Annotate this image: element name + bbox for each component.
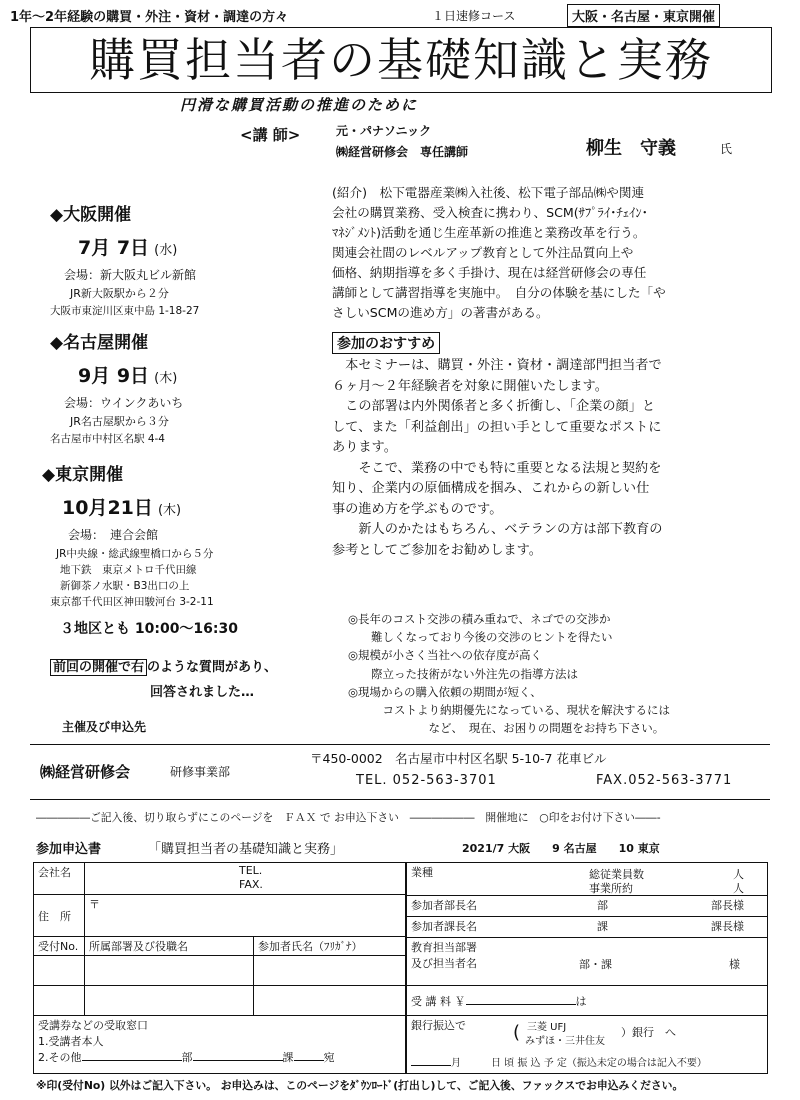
form-code: 2021/7 大阪 9 名古屋 10 東京 <box>462 842 660 855</box>
osaka-venue: 会場：新大阪丸ビル新館 <box>64 268 197 282</box>
section-head-honorific: 課長様 <box>711 920 744 933</box>
tel-label: TEL. <box>239 864 263 877</box>
application-form-left <box>33 862 406 1074</box>
previous-boxed: 前回の開催で右 <box>50 659 147 676</box>
edu-dept-section: 部・課 <box>579 958 612 971</box>
tokyo-heading: ◆東京開催 <box>42 465 124 485</box>
fee-field[interactable] <box>407 986 768 1016</box>
organizer-box <box>30 744 770 800</box>
department-role-field[interactable] <box>85 956 254 986</box>
course-type: １日速修コース <box>432 9 516 23</box>
lecturer-affiliation2: ㈱経営研修会 専任講師 <box>336 145 469 159</box>
tokyo-venue: 会場： 連合会館 <box>68 528 159 542</box>
intro-line: 会社の購買業務、受入検査に携わり、SCM(ｻﾌﾟﾗｲ･ﾁｪｲﾝ･ <box>332 205 648 220</box>
address-label: 住 所 <box>38 909 71 923</box>
employees-unit: 人 <box>733 868 744 881</box>
previous-note <box>50 656 277 700</box>
edu-honorific: 様 <box>729 958 740 971</box>
ticket-option2-bu: 部 <box>181 1051 193 1064</box>
department-role-label: 所属部署及び役職名 <box>89 940 188 953</box>
title-box <box>30 27 772 93</box>
tokyo-access2: 地下鉄 東京メトロ千代田線 <box>60 564 197 576</box>
nagoya-weekday: (木) <box>154 371 178 386</box>
question-line: コストより納期優先になっている、現状を解決するには <box>348 703 670 718</box>
venues-badge: 大阪・名古屋・東京開催 <box>567 4 720 27</box>
subtitle: 円滑な購買活動の推進のために <box>180 96 419 114</box>
dept-head-field[interactable] <box>407 896 768 917</box>
osaka-date: 7月 7日 <box>78 237 150 259</box>
employees-label: 総従業員数 <box>589 868 644 881</box>
reception-field[interactable] <box>34 986 85 1016</box>
lecturer-name: 柳生 守義 <box>586 138 676 159</box>
ticket-option2-ate: 宛 <box>323 1051 335 1064</box>
organizer-label: 主催及び申込先 <box>62 720 147 734</box>
bank-suffix: ）銀行 へ <box>621 1026 676 1039</box>
question-line: ◎長年のコスト交渉の積み重ねで、ネゴでの交渉か <box>348 612 611 626</box>
company-label: 会社名 <box>38 866 71 879</box>
tokyo-weekday: (木) <box>157 503 182 518</box>
department-role-field[interactable] <box>85 986 254 1016</box>
participant-field[interactable] <box>254 986 406 1016</box>
previous-rest: のような質問があり、 <box>147 660 278 675</box>
ticket-option1[interactable]: 1.受講者本人 <box>38 1035 104 1048</box>
form-title: 参加申込書 <box>36 842 102 857</box>
ticket-option2-label: 2.その他 <box>38 1051 82 1064</box>
intro-line: さしいSCMの進め方」の著書がある。 <box>332 305 549 320</box>
recommend-line: して、また「利益創出」の担い手として重要なポストに <box>332 419 662 435</box>
section-head-field[interactable] <box>407 917 768 938</box>
cut-line: ―――――ご記入後、切り取らずにこのページを ＦＡＸ で お申込下さい ―――――― 開催地に ○印をお付け下さい――- <box>36 811 661 824</box>
page-title: 購買担当者の基礎知識と実務 <box>89 33 713 87</box>
ticket-label: 受講券などの受取窓口 <box>38 1019 148 1032</box>
participant-label: 参加者氏名（ﾌﾘｶﾞﾅ） <box>258 940 363 953</box>
nagoya-access: JR名古屋駅から３分 <box>70 415 169 428</box>
form-note: ※印(受付No) 以外はご記入下さい。 お申込みは、このページをﾀﾞｳﾝﾛｰﾄﾞ(打出し)して、ご記入後、ファックスでお申込みください。 <box>36 1079 684 1092</box>
dept-head-label: 参加者部長名 <box>411 899 477 912</box>
intro-block <box>332 183 792 323</box>
dept-unit: 部 <box>597 899 608 912</box>
nagoya-address: 名古屋市中村区名駅 4-4 <box>50 433 165 445</box>
organizer-name: ㈱経営研修会 <box>40 763 131 781</box>
section-unit: 課 <box>597 920 608 933</box>
osaka-section <box>50 200 320 318</box>
recommend-line: 参考としてご参加をお勧めします。 <box>332 542 542 558</box>
participant-field[interactable] <box>254 956 406 986</box>
nagoya-venue: 会場：ウインクあいち <box>64 396 184 410</box>
organizer-dept: 研修事業部 <box>170 765 231 779</box>
nagoya-heading: ◆名古屋開催 <box>50 333 149 353</box>
lecturer-affiliation1: 元・パナソニック <box>336 124 432 138</box>
edu-dept-label: 教育担当部署 <box>411 941 477 954</box>
recommend-block <box>332 356 792 561</box>
reception-label-cell <box>34 937 85 956</box>
bank-label: 銀行振込で <box>411 1019 466 1032</box>
intro-line: (紹介) 松下電器産業㈱入社後、松下電子部品㈱や関連 <box>332 185 645 200</box>
recommend-line: 新人のかたはもちろん、ベテランの方は部下教育の <box>332 522 663 537</box>
lecturer-honorific: 氏 <box>720 142 733 156</box>
recommend-line: 本セミナーは、購買・外注・資材・調達部門担当者で <box>332 358 662 373</box>
recommend-line: そこで、業務の中でも特に重要となる法規と契約を <box>332 460 662 476</box>
section-head-label: 参加者課長名 <box>411 920 477 933</box>
question-line: 際立った技術がない外注先の指導方法は <box>348 666 578 681</box>
postal-mark: 〒 <box>89 898 100 911</box>
tokyo-section <box>42 460 322 609</box>
company-label-cell <box>34 863 85 895</box>
company-field[interactable] <box>85 863 406 895</box>
form-course: 「購買担当者の基礎知識と実務」 <box>148 842 344 857</box>
session-time: ３地区とも 10:00～16:30 <box>60 621 239 637</box>
organizer-tel: TEL. 052-563-3701 <box>356 773 497 788</box>
recommend-line: ６ヶ月～２年経験者を対象に開催いたします。 <box>332 378 608 394</box>
recommend-line: あります。 <box>332 440 397 455</box>
reception-field[interactable] <box>34 956 85 986</box>
osaka-heading: ◆大阪開催 <box>50 205 132 225</box>
address-label-cell <box>34 895 85 937</box>
organizer-address: 〒450-0002 名古屋市中村区名駅 5-10-7 花車ビル <box>310 751 607 766</box>
osaka-weekday: (水) <box>154 243 178 258</box>
offices-unit: 人 <box>733 882 744 895</box>
nagoya-date: 9月 9日 <box>78 365 150 387</box>
industry-cell[interactable] <box>407 863 768 896</box>
bank-option2[interactable]: みずほ・三井住友 <box>525 1036 605 1047</box>
edu-contact-field[interactable] <box>407 938 768 986</box>
fax-label: FAX. <box>239 878 263 891</box>
recommend-heading: 参加のおすすめ <box>332 332 440 354</box>
edu-person-label: 及び担当者名 <box>411 957 477 970</box>
bank-option1[interactable]: 三菱 UFJ <box>527 1022 567 1033</box>
question-line: ◎規模が小さく当社への依存度が高く <box>348 648 543 663</box>
ticket-cell <box>34 1016 406 1074</box>
participant-header <box>254 937 406 956</box>
questions-block <box>348 610 788 737</box>
transfer-date[interactable] <box>411 1054 707 1069</box>
bank-field[interactable]: 銀行振込で ( 三菱 UFJ みずほ・三井住友 ）銀行 へ 月 日 頃 振 込 予 定（振込未定の場合は記入不要） <box>407 1016 768 1074</box>
ticket-option2-ka: 課 <box>282 1051 294 1064</box>
question-line: など、 現在、お困りの問題をお持ち下さい。 <box>348 721 665 736</box>
previous-line2: 回答されました… <box>150 685 255 700</box>
question-line: 難しくなっており今後の交渉のヒントを得たい <box>348 630 613 645</box>
osaka-access: JR新大阪駅から２分 <box>70 287 169 300</box>
tokyo-access1: JR中央線・総武線聖橋口から５分 <box>56 548 214 560</box>
recommend-line: この部署は内外関係者と多く折衝し、「企業の顔」と <box>332 399 656 414</box>
audience-text: 1年～2年経験の購買・外注・資材・調達の方々 <box>10 10 289 25</box>
reception-label: 受付No. <box>38 940 79 953</box>
osaka-address: 大阪市東淀川区東中島 1-18-27 <box>50 305 200 317</box>
tokyo-address: 東京都千代田区神田駿河台 3-2-11 <box>50 596 214 608</box>
recommend-line: 知り、企業内の原価構成を掴み、これからの新しい仕 <box>332 481 650 496</box>
intro-line: 関連会社間のレベルアップ教育として外注品質向上や <box>332 245 634 260</box>
intro-line: 講師として講習指導を実施中。 自分の体験を基にした「や <box>332 285 666 300</box>
nagoya-section <box>50 328 320 446</box>
application-form-right <box>406 862 768 1074</box>
fee-label: 受 講 料 ￥ <box>411 994 466 1008</box>
lecturer-label: <講 師> <box>240 126 301 144</box>
organizer-fax: FAX.052-563-3771 <box>596 773 733 788</box>
dept-head-honorific: 部長様 <box>711 899 744 912</box>
department-role-header <box>85 937 254 956</box>
address-field[interactable] <box>85 895 406 937</box>
industry-label: 業種 <box>411 866 433 879</box>
tokyo-date: 10月21日 <box>62 497 153 519</box>
transfer-date-label: 月 日 頃 振 込 予 定（振込未定の場合は記入不要） <box>451 1058 707 1069</box>
recommend-line: 事の進め方を学ぶものです。 <box>332 501 503 517</box>
offices-label: 事業所約 <box>589 882 633 895</box>
intro-line: 価格、納期指導を多く手掛け、現在は経営研修会の専任 <box>332 265 647 280</box>
ticket-option2[interactable] <box>38 1049 401 1065</box>
question-line: ◎現場からの購入依頼の期間が短く、 <box>348 684 542 699</box>
tokyo-access3: 新御茶ノ水駅・B3出口の上 <box>60 580 190 592</box>
fee-suffix: は <box>575 994 587 1008</box>
intro-line: ﾏﾈｼﾞﾒﾝﾄ)活動を通じ生産革新の推進と業務改革を行う。 <box>332 225 646 240</box>
